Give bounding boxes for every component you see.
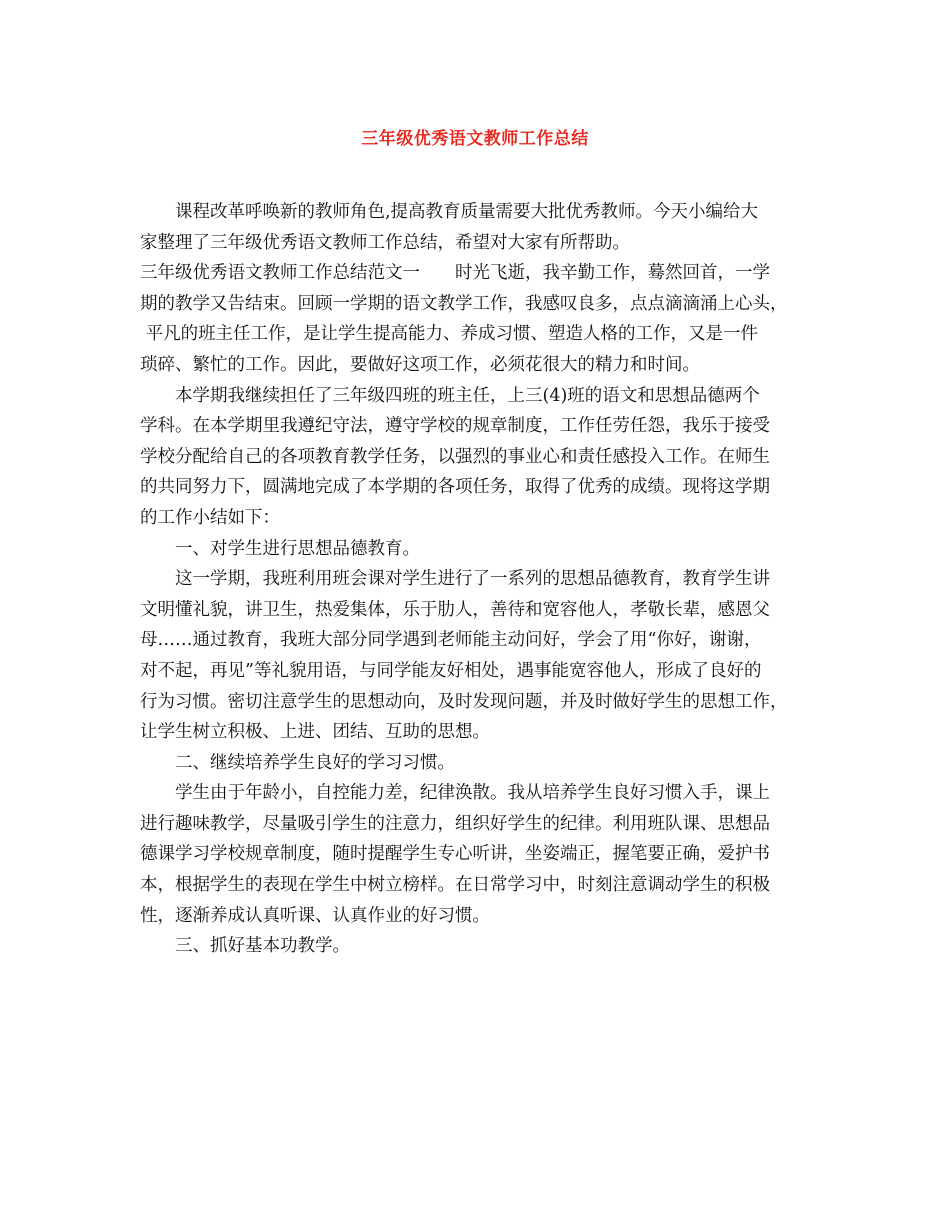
paragraph-line: 课程改革呼唤新的教师角色,提高教育质量需要大批优秀教师。今天小编给大 xyxy=(175,202,759,222)
paragraph-line: 进行趣味教学，尽量吸引学生的注意力，组织好学生的纪律。利用班队课、思想品 xyxy=(140,813,770,834)
paragraph-line: 文明懂礼貌，讲卫生，热爱集体，乐于肋人，善待和宽容他人，孝敬长辈，感恩父 xyxy=(140,599,770,620)
paragraph-line: 家整理了三年级优秀语文教师工作总结，希望对大家有所帮助。 xyxy=(140,232,630,253)
paragraph-line: 母……通过教育，我班大部分同学遇到老师能主动问好，学会了用“你好，谢谢， xyxy=(140,630,762,651)
paragraph-line: 期的教学又告结束。回顾一学期的语文教学工作，我感叹良多，点点滴滴涌上心头， xyxy=(140,293,788,314)
paragraph-line: 的工作小结如下： xyxy=(140,507,280,528)
paragraph-line: 学生由于年龄小，自控能力差，纪律涣散。我从培养学生良好习惯入手，课上 xyxy=(175,783,770,804)
paragraph-line: 对不起，再见”等礼貌用语，与同学能友好相处，遇事能宽容他人，形成了良好的 xyxy=(140,660,762,681)
paragraph-line: 这一学期，我班利用班会课对学生进行了一系列的思想品德教育，教育学生讲 xyxy=(175,569,770,590)
document-title: 三年级优秀语文教师工作总结 xyxy=(361,129,589,149)
paragraph-line: 的共同努力下，圆满地完成了本学期的各项任务，取得了优秀的成绩。现将这学期 xyxy=(140,477,770,498)
paragraph-line: 德课学习学校规章制度，随时提醒学生专心听讲，坐姿端正，握笔要正确，爱护书 xyxy=(140,844,770,865)
paragraph-line: 让学生树立积极、上进、团结、互助的思想。 xyxy=(140,722,490,743)
paragraph-line: 本学期我继续担任了三年级四班的班主任，上三(4)班的语文和思想品德两个 xyxy=(175,385,760,406)
paragraph-line: 性，逐渐养成认真听课、认真作业的好习惯。 xyxy=(140,905,490,926)
paragraph-line: 琐碎、繁忙的工作。因此，要做好这项工作，必须花很大的精力和时间。 xyxy=(140,354,700,375)
section-heading: 二、继续培养学生良好的学习习惯。 xyxy=(175,752,455,773)
paragraph-line: 学校分配给自己的各项教育教学任务，以强烈的事业心和责任感投入工作。在师生 xyxy=(140,446,770,467)
section-heading: 三、抓好基本功教学。 xyxy=(175,936,350,957)
section-heading: 一、对学生进行思想品德教育。 xyxy=(175,538,420,559)
paragraph-line: 行为习惯。密切注意学生的思想动向，及时发现问题，并及时做好学生的思想工作， xyxy=(140,691,788,712)
paragraph-line: 平凡的班主任工作，是让学生提高能力、养成习惯、塑造人格的工作，又是一件 xyxy=(140,324,759,345)
paragraph-line: 本，根据学生的表现在学生中树立榜样。在日常学习中，时刻注意调动学生的积极 xyxy=(140,875,770,896)
document-body xyxy=(140,197,830,962)
paragraph-line: 三年级优秀语文教师工作总结范文一 时光飞逝，我辛勤工作，蓦然回首，一学 xyxy=(140,263,770,284)
paragraph-line: 学科。在本学期里我遵纪守法，遵守学校的规章制度，工作任劳任怨，我乐于接受 xyxy=(140,416,770,437)
